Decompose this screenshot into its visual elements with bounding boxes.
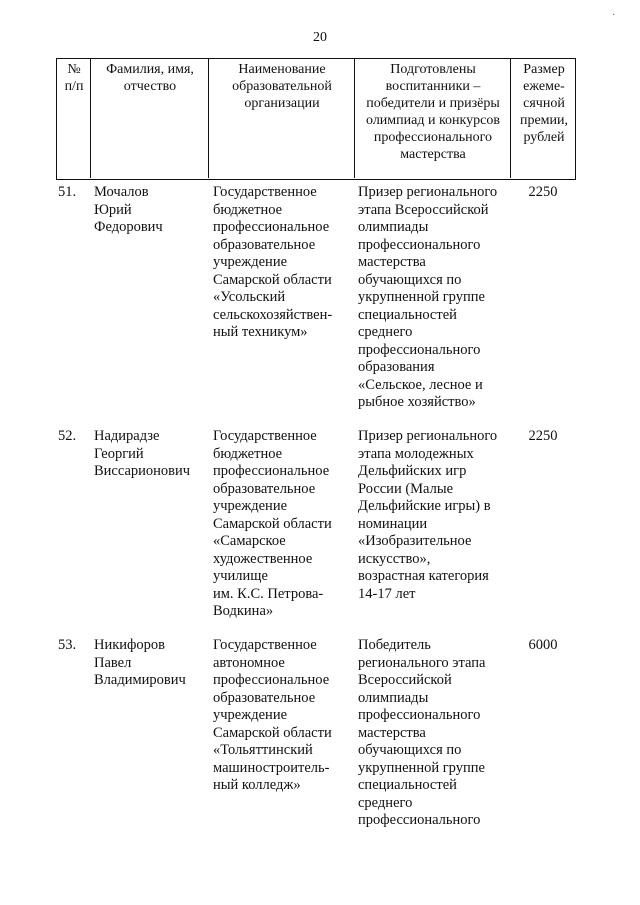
text-line: Георгий [94,445,144,462]
text-line: бюджетное [213,445,283,462]
text-line: учреждение [213,254,288,270]
row-num: 53. [58,637,77,653]
text-line: «Сельское, лесное и [358,376,483,393]
text-line: № [67,62,81,77]
text-line: профессионального [358,236,481,253]
text-line: олимпиад и конкурсов [366,113,500,128]
text-line: этапа Всероссийской [358,201,489,218]
text-line: обучающихся по [358,271,462,288]
header-achievement [355,59,511,163]
row-name [94,428,206,481]
text-line: автономное [213,654,285,671]
row-num: 52. [58,428,77,444]
text-line: рублей [523,130,565,145]
text-line: профессионального [358,341,481,358]
header-org [209,59,355,112]
text-line: образовательной [232,79,332,94]
text-line: сельскохозяйствен- [213,306,333,323]
row-achievement [358,184,508,412]
text-line: образовательное [213,689,316,706]
award-table [56,58,576,905]
text-line: машиностроитель- [213,759,330,776]
text-line: художественное [213,550,313,567]
text-line: бюджетное [213,201,283,218]
text-line: Призер регионального [358,428,498,444]
text-line: России (Малые [358,480,454,497]
row-achievement [358,428,508,603]
text-line: ный техникум» [213,324,308,340]
text-line: п/п [64,79,84,94]
row-name [94,637,206,690]
text-line: номинации [358,515,428,532]
text-line: рыбное хозяйство» [358,394,476,410]
text-line: воспитанники – [385,79,481,94]
text-line: Государственное [213,184,317,200]
text-line: «Самарское [213,533,286,549]
text-line: Размер [523,62,565,77]
row-org [213,428,353,621]
text-line: Водкина» [213,603,274,619]
text-line: Всероссийской [358,672,452,688]
text-line: Подготовлены [390,62,476,77]
text-line: Дельфийских игр [358,463,467,479]
text-line: им. К.С. Петрова- [213,585,324,602]
text-line: профессионального [358,812,481,828]
text-line: образования [358,359,435,375]
text-line: укрупненной группе [358,759,485,776]
text-line: регионального этапа [358,654,486,671]
text-line: обучающихся по [358,742,462,758]
text-line: «Тольяттинский [213,742,313,758]
text-line: Призер регионального [358,184,498,200]
row-name [94,184,206,237]
text-line: Победитель [358,637,431,653]
text-line: Самарской области [213,515,332,532]
text-line: Мочалов [94,184,149,200]
text-line: «Усольский [213,289,286,305]
text-line: Самарской области [213,271,332,288]
text-line: Самарской области [213,724,332,741]
text-line: ный колледж» [213,777,301,793]
corner-mark: · [612,10,616,21]
text-line: профессиональное [213,219,330,235]
text-line: Павел [94,654,132,671]
text-line: профессиональное [213,672,330,688]
text-line: специальностей [358,306,457,323]
text-line: Владимирович [94,672,186,688]
text-line: этапа молодежных [358,445,474,462]
text-line: «Изобразительное [358,533,472,549]
text-line: Федорович [94,219,163,235]
text-line: Надирадзе [94,428,160,444]
text-line: училище [213,568,268,584]
text-line: искусство», [358,550,431,567]
text-line: отчество [123,79,177,94]
header-name [91,59,209,95]
text-line: учреждение [213,707,288,723]
text-line: Виссарионович [94,463,191,479]
text-line: образовательное [213,236,316,253]
text-line: профессионального [358,707,481,723]
header-payment [511,59,577,146]
row-payment: 2250 [528,428,558,444]
text-line: среднего [358,794,413,811]
text-line: премии, [519,113,569,128]
header-num [57,59,91,95]
text-line: Никифоров [94,637,166,653]
text-line: ежеме- [523,79,565,94]
text-line: профессиональное [213,463,330,479]
row-org [213,637,353,795]
row-payment: 6000 [528,637,558,653]
text-line: мастерства [400,147,466,162]
text-line: Наименование [238,62,326,77]
text-line: сячной [523,96,565,111]
text-line: Дельфийские игры) в [358,498,491,514]
text-line: среднего [358,324,413,340]
text-line: Юрий [94,201,132,218]
text-line: профессионального [373,130,493,145]
text-line: олимпиады [358,219,429,235]
text-line: мастерства [358,724,426,741]
row-payment: 2250 [528,184,558,200]
text-line: возрастная категория [358,568,489,584]
text-line: Фамилия, имя, [106,62,194,77]
text-line: 14-17 лет [358,585,416,602]
table-header [56,58,576,180]
row-num: 51. [58,184,77,200]
row-achievement [358,637,508,830]
text-line: Государственное [213,428,317,444]
page-number: 20 [313,30,327,45]
text-line: образовательное [213,480,316,497]
text-line: организации [244,96,320,111]
text-line: победители и призёры [366,96,500,111]
row-org [213,184,353,342]
text-line: специальностей [358,777,457,793]
text-line: укрупненной группе [358,289,485,305]
text-line: олимпиады [358,689,429,706]
text-line: учреждение [213,498,288,514]
text-line: мастерства [358,254,426,270]
text-line: Государственное [213,637,317,653]
